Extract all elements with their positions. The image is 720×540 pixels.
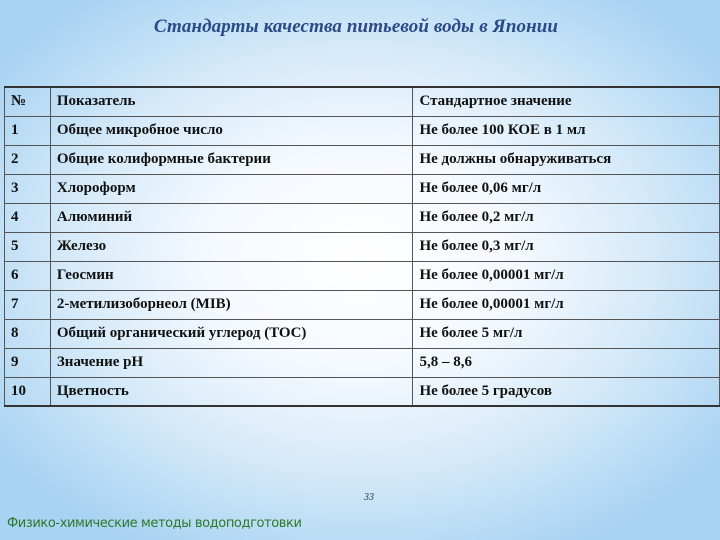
row-standard-value: Не более 100 КОЕ в 1 мл [413, 116, 720, 145]
row-indicator: Хлороформ [50, 174, 413, 203]
row-number: 2 [5, 145, 51, 174]
row-number: 1 [5, 116, 51, 145]
table-row [5, 203, 720, 232]
table-row [5, 145, 720, 174]
row-indicator: Геосмин [50, 261, 413, 290]
row-number: 7 [5, 290, 51, 319]
row-number: 9 [5, 348, 51, 377]
row-standard-value: Не более 5 мг/л [413, 319, 720, 348]
row-standard-value: Не более 0,06 мг/л [413, 174, 720, 203]
row-indicator: Общий органический углерод (TOC) [50, 319, 413, 348]
row-indicator: Общие колиформные бактерии [50, 145, 413, 174]
table-row [5, 116, 720, 145]
row-indicator: Алюминий [50, 203, 413, 232]
row-number: 5 [5, 232, 51, 261]
row-number: 4 [5, 203, 51, 232]
row-standard-value: Не более 5 градусов [413, 377, 720, 406]
row-indicator: Железо [50, 232, 413, 261]
page-number: 33 [364, 492, 374, 503]
table-row [5, 232, 720, 261]
footer-text: Физико-химические методы водоподготовки [7, 516, 302, 531]
row-standard-value: Не более 0,00001 мг/л [413, 261, 720, 290]
table-row [5, 319, 720, 348]
table-row [5, 348, 720, 377]
table-row [5, 261, 720, 290]
table-row [5, 174, 720, 203]
row-number: 6 [5, 261, 51, 290]
row-number: 3 [5, 174, 51, 203]
row-indicator: Цветность [50, 377, 413, 406]
row-indicator: Общее микробное число [50, 116, 413, 145]
table-row [5, 377, 720, 406]
row-standard-value: Не более 0,2 мг/л [413, 203, 720, 232]
header-indicator: Показатель [50, 87, 413, 116]
row-standard-value: Не более 0,3 мг/л [413, 232, 720, 261]
row-standard-value: Не должны обнаруживаться [413, 145, 720, 174]
water-standards-table [4, 86, 720, 407]
slide-title: Стандарты качества питьевой воды в Японии [153, 16, 559, 37]
row-indicator: 2-метилизоборнеол (MIB) [50, 290, 413, 319]
row-standard-value: 5,8 – 8,6 [413, 348, 720, 377]
row-number: 8 [5, 319, 51, 348]
header-number: № [5, 87, 51, 116]
row-indicator: Значение pH [50, 348, 413, 377]
table-row [5, 290, 720, 319]
header-standard-value: Стандартное значение [413, 87, 720, 116]
table-header-row [5, 87, 720, 116]
row-number: 10 [5, 377, 51, 406]
row-standard-value: Не более 0,00001 мг/л [413, 290, 720, 319]
